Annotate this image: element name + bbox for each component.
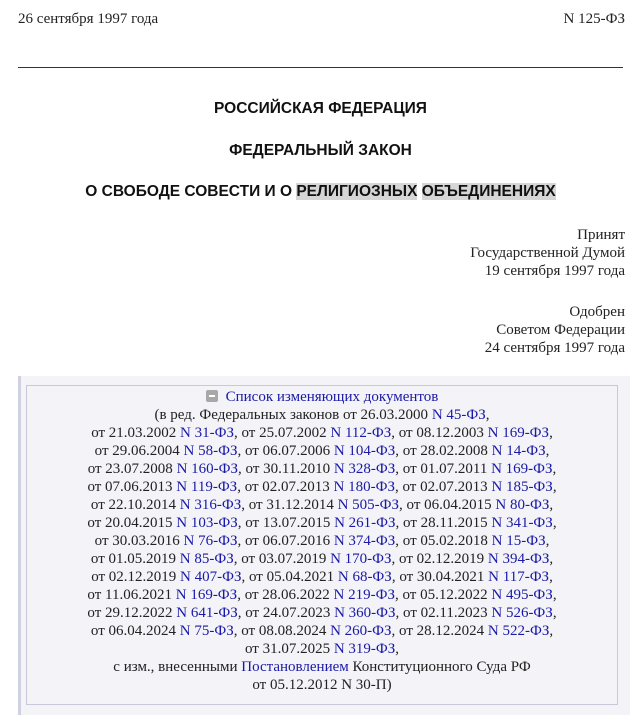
amendment-link[interactable]: N 495-ФЗ: [491, 587, 553, 603]
amendment-text: , от 28.11.2015: [395, 515, 492, 531]
amendment-text: , от 30.11.2010: [238, 461, 334, 477]
search-highlight: РЕЛИГИОЗНЫХ: [296, 183, 418, 200]
approved-date: 24 сентября 1997 года: [484, 340, 625, 356]
amendment-text: от 29.12.2022: [87, 605, 177, 621]
approved-label: Одобрен: [569, 304, 625, 320]
amendment-link[interactable]: N 76-ФЗ: [183, 533, 238, 549]
amendment-text: от 11.06.2021: [87, 587, 176, 603]
amendment-text: , от 08.12.2003: [391, 425, 488, 441]
amendment-text: , от 05.04.2021: [241, 569, 338, 585]
collapse-icon[interactable]: [206, 390, 218, 402]
amendment-link[interactable]: N 103-ФЗ: [176, 515, 238, 531]
amendment-text: , от 05.02.2018: [395, 533, 492, 549]
document-date: 26 сентября 1997 года: [18, 11, 159, 27]
amendment-line: [27, 424, 617, 442]
amendment-link[interactable]: N 341-ФЗ: [491, 515, 553, 531]
amendment-link[interactable]: N 394-ФЗ: [487, 551, 550, 567]
amendment-link[interactable]: N 328-ФЗ: [333, 461, 396, 477]
amendment-text: , от 30.04.2021: [391, 569, 489, 585]
amendment-link[interactable]: N 15-ФЗ: [491, 533, 546, 549]
amendment-link[interactable]: N 641-ФЗ: [176, 605, 238, 621]
amendment-text: от 23.07.2008: [87, 461, 177, 477]
amendment-text: ,: [552, 515, 557, 531]
amendment-link[interactable]: N 68-ФЗ: [337, 569, 392, 585]
amendment-line: [27, 442, 617, 460]
amendment-text: ,: [545, 533, 550, 549]
amendment-text: от 02.12.2019: [91, 569, 181, 585]
amendment-link[interactable]: N 117-ФЗ: [488, 569, 550, 585]
amendment-link[interactable]: N 31-ФЗ: [180, 425, 234, 441]
amendment-text: , от 31.12.2014: [241, 497, 338, 513]
amendment-text: , от 28.02.2008: [395, 443, 492, 459]
amendment-text: от 31.07.2025: [244, 641, 334, 657]
amendment-text: , от 03.07.2019: [233, 551, 331, 567]
amendment-text: ,: [549, 569, 553, 585]
amendment-text: ,: [545, 443, 550, 459]
amendment-text: , от 28.06.2022: [237, 587, 334, 603]
amendment-link[interactable]: N 180-ФЗ: [333, 479, 395, 495]
amendment-text: , от 05.12.2022: [395, 587, 492, 603]
amendment-text: от 20.04.2015: [87, 515, 177, 531]
amendment-text: от 30.03.2016: [94, 533, 184, 549]
amendment-text: от 05.12.2012 N 30-П): [252, 677, 392, 693]
amendment-link[interactable]: N 316-ФЗ: [179, 497, 242, 513]
adopted-body: Государственной Думой: [470, 245, 625, 261]
amendments-box: [26, 385, 618, 705]
approved-block: [485, 303, 625, 357]
amendment-text: , от 06.07.2016: [237, 533, 334, 549]
amendment-link[interactable]: N 75-ФЗ: [179, 623, 234, 639]
amendment-line: [27, 568, 617, 586]
amendment-text: ,: [549, 425, 553, 441]
amendment-text: от 07.06.2013: [87, 479, 177, 495]
amendment-link[interactable]: N 360-ФЗ: [334, 605, 396, 621]
amendment-text: ,: [485, 407, 490, 423]
amendment-link[interactable]: N 260-ФЗ: [330, 623, 392, 639]
amendment-line: [27, 460, 617, 478]
amendment-link[interactable]: N 80-ФЗ: [495, 497, 550, 513]
amendment-text: от 29.06.2004: [94, 443, 184, 459]
amendment-line: [27, 514, 617, 532]
amendment-line: [27, 676, 617, 694]
amendment-link[interactable]: Постановлением: [241, 659, 349, 675]
amendment-link[interactable]: N 45-ФЗ: [431, 407, 486, 423]
amendment-link[interactable]: N 185-ФЗ: [491, 479, 553, 495]
country-title: РОССИЙСКАЯ ФЕДЕРАЦИЯ: [214, 100, 427, 117]
amendment-link[interactable]: N 112-ФЗ: [330, 425, 392, 441]
search-highlight: ОБЪЕДИНЕНИЯХ: [421, 183, 556, 200]
amendment-line: [27, 658, 617, 676]
amendment-line: [27, 496, 617, 514]
amendment-text: ,: [552, 587, 557, 603]
amendment-line: [27, 550, 617, 568]
document-header: [18, 11, 625, 28]
amendment-text: , от 24.07.2023: [237, 605, 335, 621]
document-number: N 125-ФЗ: [563, 11, 625, 27]
law-name-text: О СВОБОДЕ СОВЕСТИ И О: [85, 183, 297, 200]
amendment-text: (в ред. Федеральных законов от 26.03.2000: [154, 407, 432, 423]
adopted-date: 19 сентября 1997 года: [484, 263, 625, 279]
amendment-line: [27, 604, 617, 622]
amendment-line: [27, 640, 617, 658]
amendment-line: [27, 586, 617, 604]
amendment-text: ,: [549, 497, 554, 513]
law-name-title: [18, 183, 623, 201]
adopted-label: Принят: [577, 227, 625, 243]
amendment-text: ,: [549, 623, 554, 639]
amendment-line: [27, 532, 617, 550]
amendment-text: от 22.10.2014: [90, 497, 180, 513]
amendment-text: , от 02.07.2013: [237, 479, 334, 495]
amendment-line: [27, 478, 617, 496]
amendment-text: , от 08.08.2024: [233, 623, 331, 639]
amendment-text: с изм., внесенными: [113, 659, 242, 675]
amendment-line: [27, 406, 617, 424]
amendments-panel: [18, 376, 630, 715]
amendment-text: ,: [552, 605, 557, 621]
amendment-text: , от 02.07.2013: [395, 479, 492, 495]
amendment-text: ,: [552, 479, 557, 495]
amendment-text: , от 13.07.2015: [237, 515, 335, 531]
amendment-link[interactable]: N 169-ФЗ: [487, 425, 550, 441]
amendment-link[interactable]: N 219-ФЗ: [333, 587, 395, 603]
amendment-text: , от 25.07.2002: [234, 425, 331, 441]
amendment-link[interactable]: N 319-ФЗ: [333, 641, 396, 657]
amendment-text: , от 01.07.2011: [395, 461, 492, 477]
amendment-link[interactable]: N 14-ФЗ: [491, 443, 546, 459]
amendment-text: ,: [395, 641, 400, 657]
amendment-link[interactable]: N 119-ФЗ: [176, 479, 238, 495]
amendment-text: , от 06.07.2006: [237, 443, 334, 459]
adopted-block: [470, 226, 625, 280]
amendment-text: ,: [549, 551, 554, 567]
amendment-link[interactable]: N 58-ФЗ: [183, 443, 238, 459]
amendment-link[interactable]: N 526-ФЗ: [491, 605, 553, 621]
amendment-text: от 01.05.2019: [90, 551, 180, 567]
amendment-link[interactable]: N 169-ФЗ: [491, 461, 553, 477]
amendments-header[interactable]: [27, 388, 617, 406]
amendment-link[interactable]: N 374-ФЗ: [333, 533, 396, 549]
amendment-link[interactable]: N 522-ФЗ: [487, 623, 550, 639]
amendment-text: , от 06.04.2015: [399, 497, 496, 513]
amendments-title-link[interactable]: Список изменяющих документов: [225, 389, 439, 405]
amendment-text: Конституционного Суда РФ: [348, 659, 531, 675]
amendment-text: , от 02.11.2023: [395, 605, 492, 621]
amendment-link[interactable]: N 505-ФЗ: [337, 497, 400, 513]
amendment-link[interactable]: N 407-ФЗ: [180, 569, 242, 585]
amendment-text: , от 02.12.2019: [391, 551, 488, 567]
amendment-text: ,: [552, 461, 557, 477]
law-type-title: ФЕДЕРАЛЬНЫЙ ЗАКОН: [229, 142, 412, 159]
amendment-text: от 06.04.2024: [90, 623, 180, 639]
amendment-link[interactable]: N 160-ФЗ: [176, 461, 239, 477]
amendment-link[interactable]: N 170-ФЗ: [330, 551, 392, 567]
amendment-text: от 21.03.2002: [91, 425, 181, 441]
amendment-link[interactable]: N 169-ФЗ: [175, 587, 238, 603]
amendment-link[interactable]: N 261-ФЗ: [334, 515, 396, 531]
amendment-link[interactable]: N 104-ФЗ: [333, 443, 396, 459]
divider: [18, 67, 623, 68]
approved-body: Советом Федерации: [496, 322, 625, 338]
amendment-text: , от 28.12.2024: [391, 623, 488, 639]
amendment-link[interactable]: N 85-ФЗ: [179, 551, 234, 567]
amendment-line: [27, 622, 617, 640]
